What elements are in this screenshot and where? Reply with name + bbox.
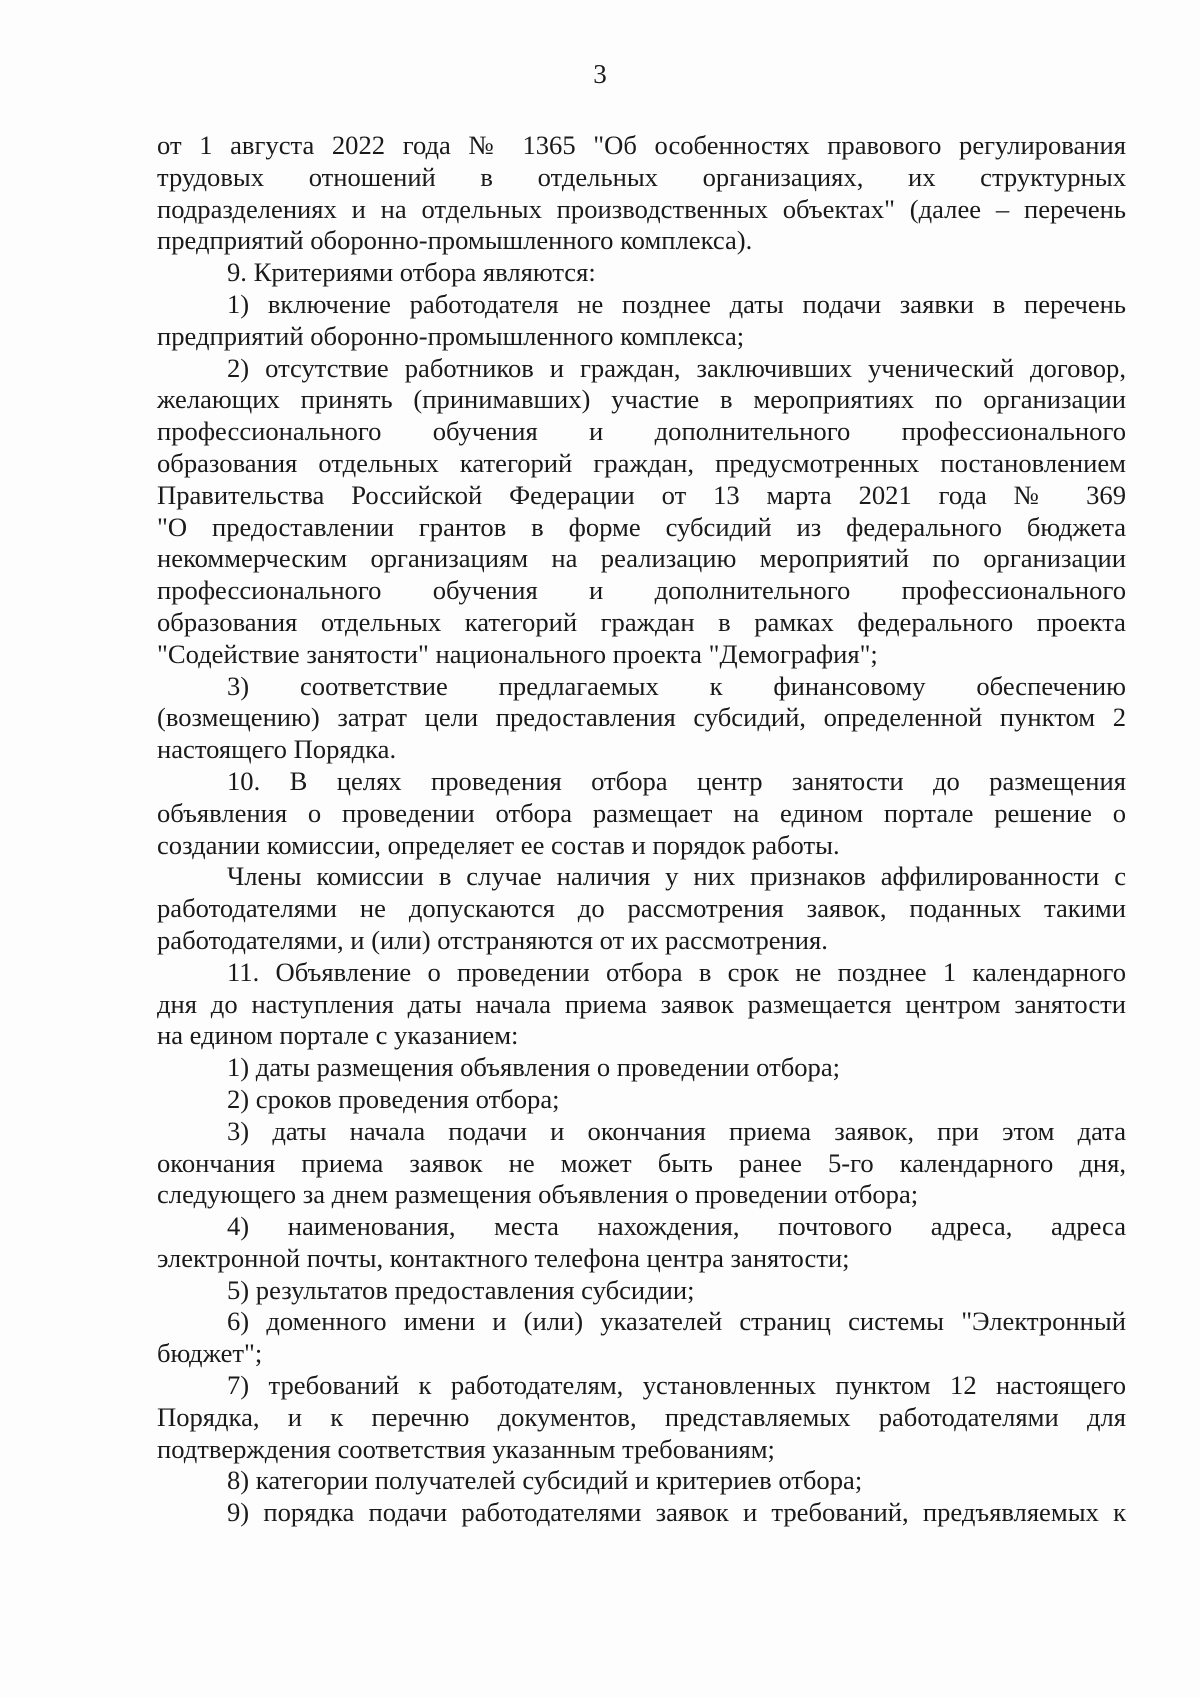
text-line: 3) соответствие предлагаемых к финансовому обеспечению [227,670,1126,701]
text-line: "Содействие занятости" национального проекта "Демография"; [157,638,878,669]
text-line: объявления о проведении отбора размещает на едином портале решение о [157,797,1126,828]
text-line: подразделениях и на отдельных производственных объектах" (далее – перечень [157,193,1126,224]
text-line: работодателями, и (или) отстраняются от их рассмотрения. [157,924,828,955]
text-line: Члены комиссии в случае наличия у них признаков аффилированности с [227,861,1126,892]
text-line: предприятий оборонно-промышленного комплекса; [157,320,745,351]
text-line: 11. Объявление о проведении отбора в срок не позднее 1 календарного [227,956,1126,987]
page-number: 3 [593,59,607,89]
text-line: электронной почты, контактного телефона центра занятости; [157,1242,850,1273]
text-line: некоммерческим организациям на реализацию мероприятий по организации [157,543,1126,574]
document-body [157,130,1126,1529]
text-line: 1) даты размещения объявления о проведении отбора; [227,1052,841,1083]
paragraph [157,1084,1126,1116]
text-line: бюджет"; [157,1338,263,1369]
text-line: 1) включение работодателя не позднее даты подачи заявки в перечень [227,288,1126,319]
text-line: от 1 августа 2022 года № 1365 "Об особенностях правового регулирования [157,130,1126,160]
text-line: создании комиссии, определяет ее состав и порядок работы. [157,829,840,860]
text-line: 3) даты начала подачи и окончания приема заявок, при этом дата [227,1115,1126,1146]
text-line: Порядка, и к перечню документов, представляемых работодателями для [157,1401,1126,1432]
text-line: Правительства Российской Федерации от 13 марта 2021 года № 369 [157,479,1126,510]
text-line: 7) требований к работодателям, установленных пунктом 12 настоящего [227,1370,1126,1401]
text-line: (возмещению) затрат цели предоставления субсидий, определенной пунктом 2 [157,702,1126,733]
paragraph [157,1211,1126,1275]
paragraph [157,671,1126,766]
text-line: образования отдельных категорий граждан в рамках федерального проекта [157,606,1126,637]
paragraph [157,1306,1126,1370]
paragraph [157,1465,1126,1497]
text-line: 6) доменного имени и (или) указателей страниц системы "Электронный [227,1306,1126,1337]
paragraph [157,957,1126,1052]
text-line: 9. Критериями отбора являются: [227,257,596,288]
text-line: образования отдельных категорий граждан, предусмотренных постановлением [157,447,1126,478]
paragraph [157,861,1126,956]
paragraph [157,257,1126,289]
text-line: "О предоставлении грантов в форме субсидий из федерального бюджета [157,511,1126,542]
text-line: 2) сроков проведения отбора; [227,1083,560,1114]
paragraph [157,130,1126,257]
text-line: трудовых отношений в отдельных организациях, их структурных [157,161,1126,192]
paragraph [157,289,1126,353]
text-line: следующего за днем размещения объявления о проведении отбора; [157,1179,919,1210]
text-line: 4) наименования, места нахождения, почтового адреса, адреса [227,1211,1126,1242]
paragraph [157,766,1126,861]
text-line: желающих принять (принимавших) участие в мероприятиях по организации [157,384,1126,415]
text-line: 5) результатов предоставления субсидии; [227,1274,695,1305]
text-line: окончания приема заявок не может быть ранее 5-го календарного дня, [157,1147,1126,1178]
text-line: профессионального обучения и дополнительного профессионального [157,575,1126,606]
paragraph [157,353,1126,671]
text-line: 2) отсутствие работников и граждан, заключивших ученический договор, [227,352,1126,383]
paragraph [157,1497,1126,1529]
text-line: профессионального обучения и дополнительного профессионального [157,416,1126,447]
text-line: работодателями не допускаются до рассмотрения заявок, поданных такими [157,893,1126,924]
text-line: 10. В целях проведения отбора центр занятости до размещения [227,765,1126,796]
paragraph [157,1116,1126,1211]
paragraph [157,1275,1126,1307]
text-line: 8) категории получателей субсидий и критериев отбора; [227,1465,863,1496]
text-line: подтверждения соответствия указанным требованиям; [157,1433,775,1464]
text-line: дня до наступления даты начала приема заявок размещается центром занятости [157,988,1126,1019]
text-line: 9) порядка подачи работодателями заявок и требований, предъявляемых к [227,1497,1126,1528]
text-line: настоящего Порядка. [157,734,397,765]
paragraph [157,1052,1126,1084]
text-line: предприятий оборонно-промышленного комплекса). [157,225,753,256]
text-line: на едином портале с указанием: [157,1020,519,1051]
paragraph [157,1370,1126,1465]
